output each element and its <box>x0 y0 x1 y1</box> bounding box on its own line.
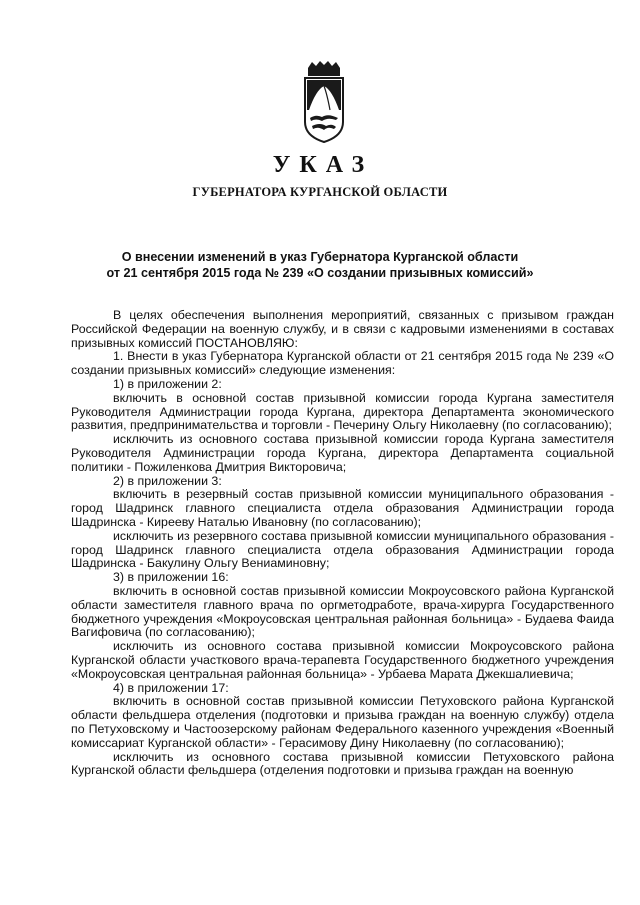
subclause-1-heading: 1) в приложении 2: <box>113 376 222 391</box>
document-title <box>60 249 580 281</box>
subclause-2-heading: 2) в приложении 3: <box>113 473 222 488</box>
subclause-3-exclude: исключить из основного состава призывной комиссии Мокроусовского района Курганской области участкового врача-терапевта Государственного бюджетного учреждения «Мокроусовская центральная районная больница» - Урбаева Марата Джекшалиевича; <box>71 639 614 681</box>
subclause-2-include: включить в резервный состав призывной комиссии муниципального образования - город Шадринск главного специалиста отдела образования Администрации города Шадринска - Кирееву Наталью Ивановну (по согласованию); <box>71 487 614 529</box>
document-type-heading: УКАЗ <box>272 152 374 178</box>
subclause-1-include: включить в основной состав призывной комиссии города Кургана заместителя Руководителя Администрации города Кургана, директора Департамента экономического развития, предпринимательства и торговли - Печерину Ольгу Николаевну (по согласованию); <box>71 390 614 433</box>
subclause-1-exclude: исключить из основного состава призывной комиссии города Кургана заместителя Руководителя Администрации города Кургана, директора Департамента социальной политики - Пожиленкова Дмитрия Викторовича; <box>71 432 614 474</box>
clause-1-paragraph: 1. Внести в указ Губернатора Курганской области от 21 сентября 2015 года № 239 «О создании призывных комиссий» следующие изменения: <box>71 349 614 378</box>
subclause-4-exclude: исключить из основного состава призывной комиссии Петуховского района Курганской области фельдшера (отделения подготовки и призыва граждан на военную <box>71 749 614 778</box>
title-line-2: от 21 сентября 2015 года № 239 «О создании призывных комиссий» <box>106 266 534 280</box>
subclause-3-include: включить в основной состав призывной комиссии Мокроусовского района Курганской области заместителя главного врача по оргметодработе, врача-хирурга Государственного бюджетного учреждения «Мокроусовская центральная районная больница» - Будаева Фаида Вагифовича (по согласованию); <box>71 583 614 640</box>
document-body <box>71 309 614 778</box>
subclause-2-exclude: исключить из резервного состава призывной комиссии муниципального образования - город Шадринск главного специалиста отдела образования Администрации города Шадринска - Бакулину Ольгу Вениаминовну; <box>71 528 614 571</box>
title-line-1: О внесении изменений в указ Губернатора Курганской области <box>121 250 519 264</box>
subclause-3-heading: 3) в приложении 16: <box>113 570 229 585</box>
subclause-4-heading: 4) в приложении 17: <box>113 680 229 695</box>
preamble-paragraph: В целях обеспечения выполнения мероприятий, связанных с призывом граждан Российской Федерации на военную службу, и в связи с кадровыми изменениями в составах призывных комиссий ПОСТАНОВЛЯЮ: <box>71 308 614 350</box>
subclause-4-include: включить в основной состав призывной комиссии Петуховского района Курганской области фельдшера отделения (подготовки и призыва граждан на военную службу) отдела по Петуховскому и Частоозерскому районам Федерального казенного учреждения «Военный комиссариат Курганской области» - Герасимову Дину Николаевну (по согласованию); <box>71 694 614 750</box>
coat-of-arms-icon <box>300 60 348 144</box>
issuer-heading: ГУБЕРНАТОРА КУРГАНСКОЙ ОБЛАСТИ <box>192 185 448 199</box>
